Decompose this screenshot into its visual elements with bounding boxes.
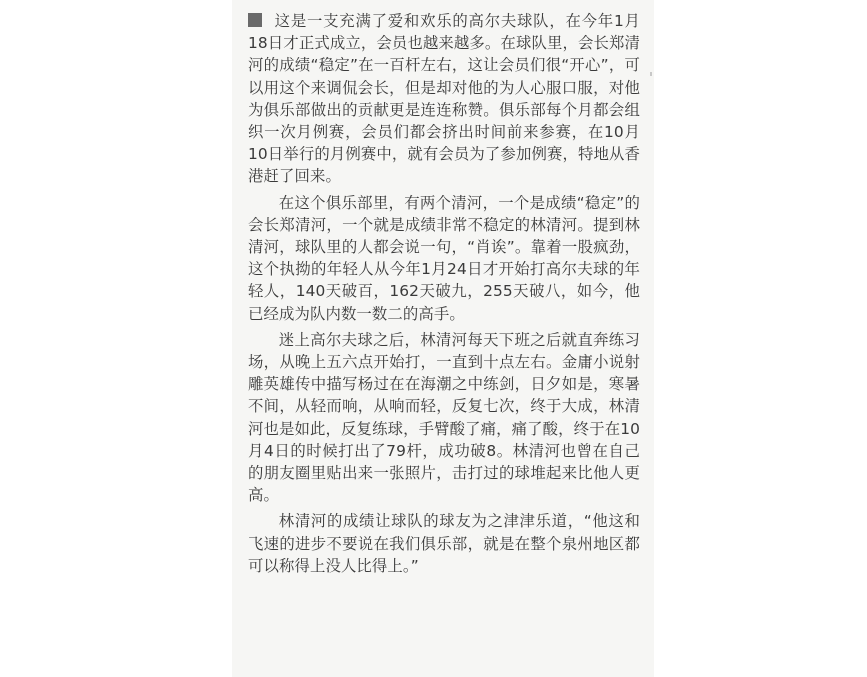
- article-paragraph-3: 迷上高尔夫球之后，林清河每天下班之后就直奔练习场，从晚上五六点开始打，一直到十点左右。金庸小说射雕英雄传中描写杨过在在海潮之中练剑，日夕如是，寒暑不间，从轻而响，从响而轻，反复七次，终于大成，林清河也是如此，反复练球，手臂酸了痛，痛了酸，终于在10月4日的时候打出了79杆，成功破8。林清河也曾在自己的朋友圈里贴出来一张照片，击打过的球堆起来比他人更高。: [248, 330, 640, 505]
- article-paragraph-2: 在这个俱乐部里，有两个清河，一个是成绩“稳定”的会长郑清河，一个就是成绩非常不稳定的林清河。提到林清河，球队里的人都会说一句，“肖诶”。靠着一股疯劲，这个执拗的年轻人从今年1月24日才开始打高尔夫球的年轻人，140天破百，162天破九，255天破八，如今，他已经成为队内数一数二的高手。: [248, 193, 640, 323]
- article-paragraph-1: [248, 10, 640, 188]
- scan-speck: [650, 72, 652, 76]
- article-body: [248, 10, 640, 581]
- paragraph-marker-square-icon: [248, 13, 262, 27]
- article-paragraph-4: 林清河的成绩让球队的球友为之津津乐道，“他这和飞速的进步不要说在我们俱乐部，就是在整个泉州地区都可以称得上没人比得上。”: [248, 512, 640, 575]
- article-paragraph-1-text: 这是一支充满了爱和欢乐的高尔夫球队，在今年1月18日才正式成立，会员也越来越多。在球队里，会长郑清河的成绩“稳定”在一百杆左右，这让会员们很“开心”，可以用这个来调侃会长，但是却对他的为人心服口服，对他为俱乐部做出的贡献更是连连称赞。俱乐部每个月都会组织一次月例赛，会员们都会挤出时间前来参赛，在10月10日举行的月例赛中，就有会员为了参加例赛，特地从香港赶了回来。: [248, 12, 640, 186]
